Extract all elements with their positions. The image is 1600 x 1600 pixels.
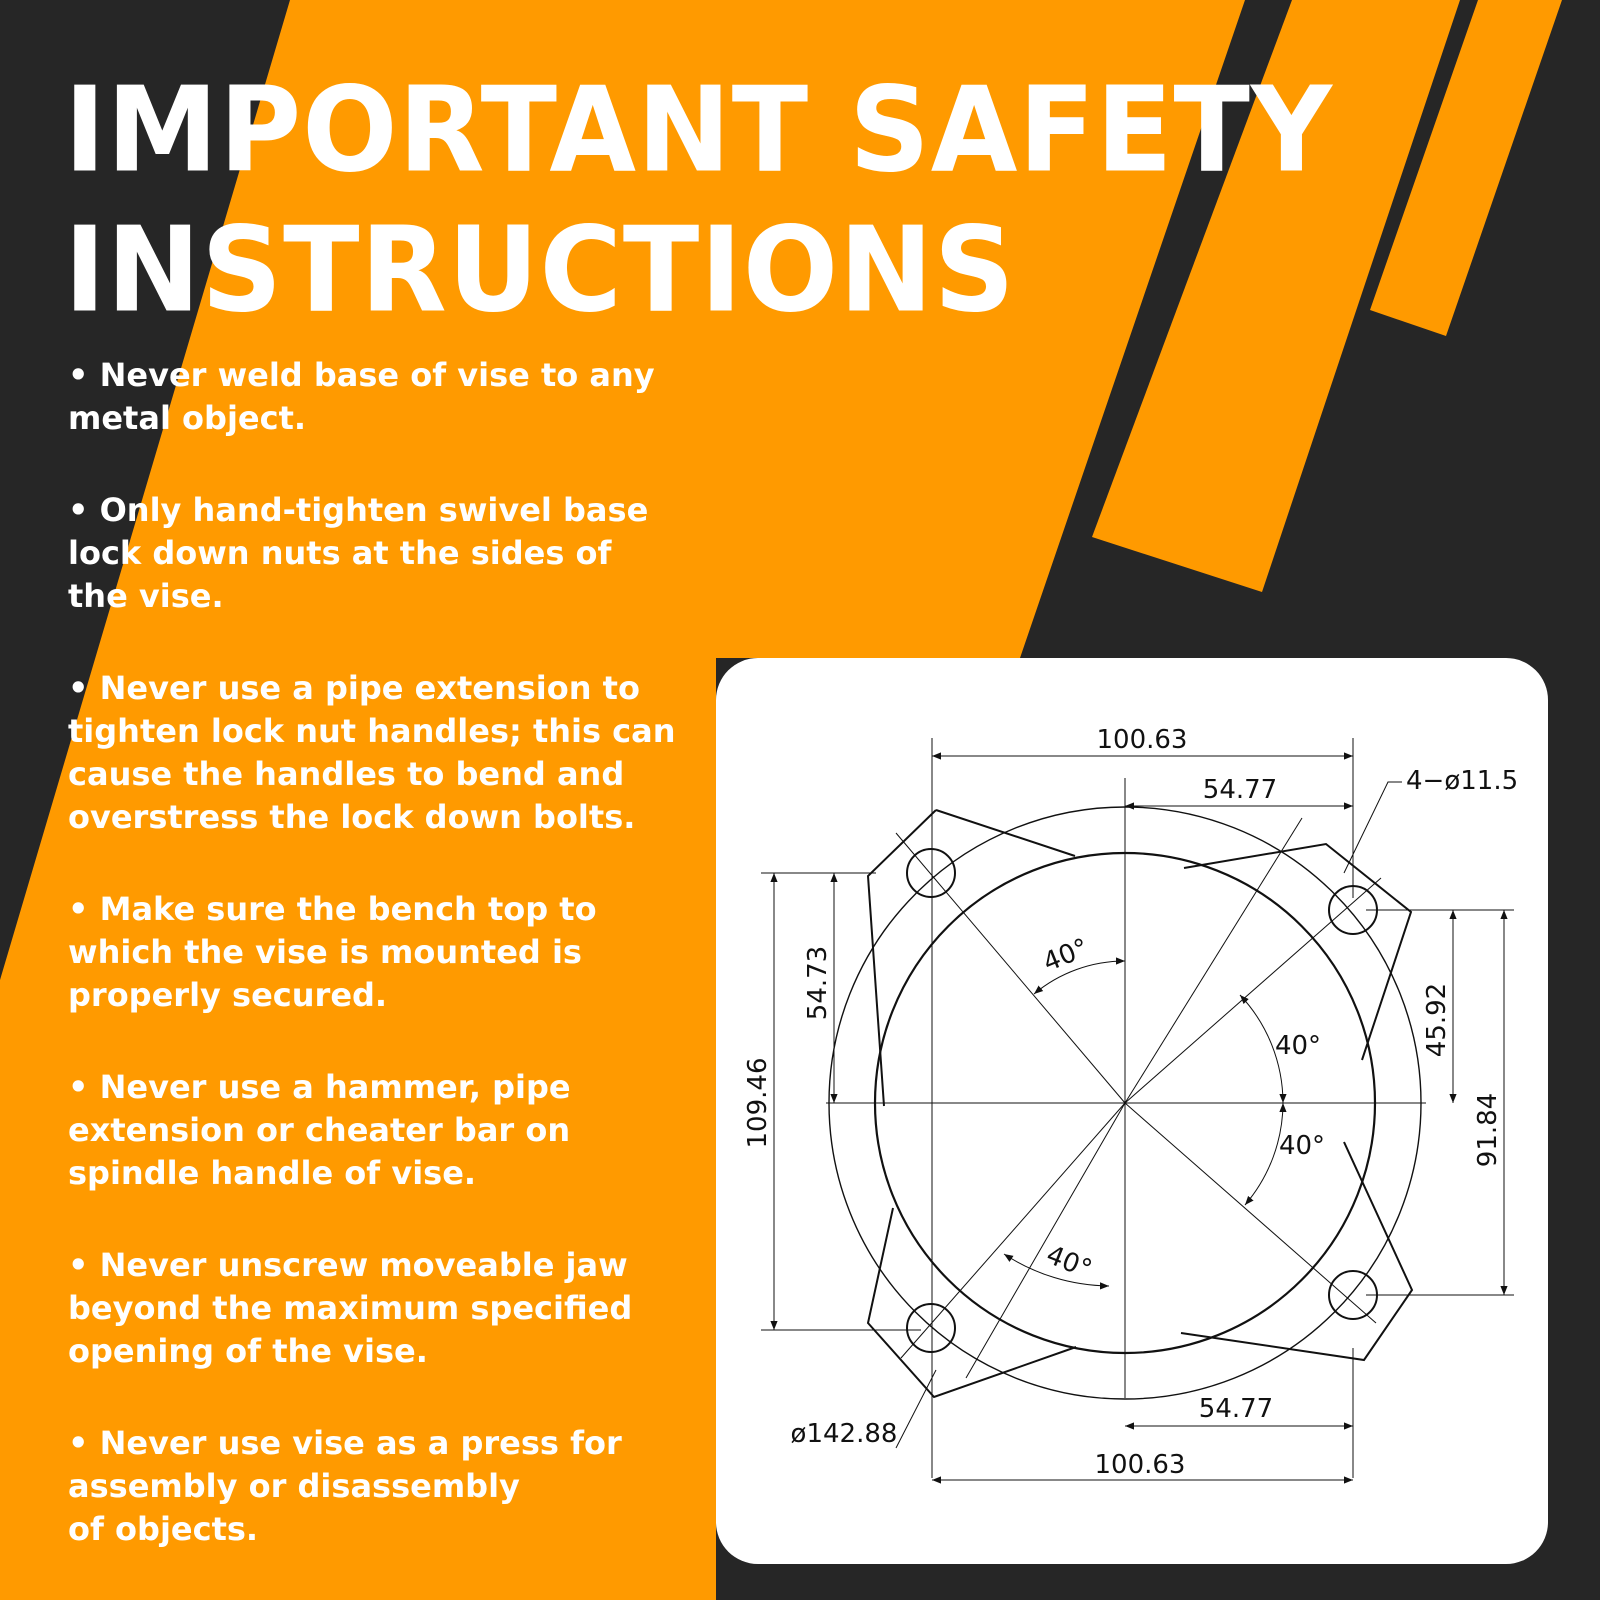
instruction-item: • Never use a pipe extension to tighten lock nut handles; this can cause the handles to bend and overstress the lock down bolts. [68, 669, 676, 836]
dim-offset-top: 54.77 [1202, 775, 1278, 805]
angle-label: 40° [1042, 1240, 1096, 1286]
dim-height-left: 109.46 [743, 1057, 773, 1149]
radial-line [1125, 878, 1381, 1103]
instruction-item: • Never unscrew moveable jaw beyond the maximum specified opening of the vise. [68, 1246, 633, 1370]
title-line-1: IMPORTANT SAFETY [64, 62, 1333, 200]
vise-base-technical-drawing [716, 658, 1548, 1564]
radial-line [901, 1103, 1125, 1358]
instruction-item: • Never weld base of vise to any metal object. [68, 356, 655, 437]
dim-width-top: 100.63 [1096, 725, 1188, 755]
radial-line [896, 833, 1125, 1103]
radial-line [1125, 1103, 1376, 1323]
angle-label: 40° [1039, 933, 1093, 979]
bolt-hole [907, 1304, 955, 1352]
safety-instructions-list [68, 354, 708, 1600]
instruction-item: • Never use a hammer, pipe extension or cheater bar on spindle handle of vise. [68, 1068, 571, 1192]
dim-width-bottom: 100.63 [1094, 1450, 1186, 1480]
diameter-leader [896, 1370, 936, 1448]
angle-label: 40° [1274, 1031, 1322, 1061]
angle-label: 40° [1278, 1131, 1326, 1161]
dim-height-right: 91.84 [1473, 1092, 1503, 1168]
title-line-2: INSTRUCTIONS [64, 202, 1016, 340]
dim-offset-right: 45.92 [1422, 982, 1452, 1058]
technical-drawing-panel [716, 658, 1548, 1564]
dim-hole-callout: 4−ø11.5 [1406, 766, 1519, 796]
bolt-hole [907, 849, 955, 897]
angle-arc [1245, 1103, 1283, 1205]
instruction-item: • Never use vise as a press for assembly or disassembly of objects. [68, 1424, 622, 1548]
dim-offset-bottom: 54.77 [1198, 1394, 1274, 1424]
radial-line [966, 1103, 1125, 1378]
dim-circle-diameter: ø142.88 [790, 1419, 898, 1449]
instruction-item: • Make sure the bench top to which the vise is mounted is properly secured. [68, 890, 597, 1014]
dim-offset-left: 54.73 [803, 945, 833, 1021]
instruction-item: • Only hand-tighten swivel base lock down nuts at the sides of the vise. [68, 491, 649, 615]
